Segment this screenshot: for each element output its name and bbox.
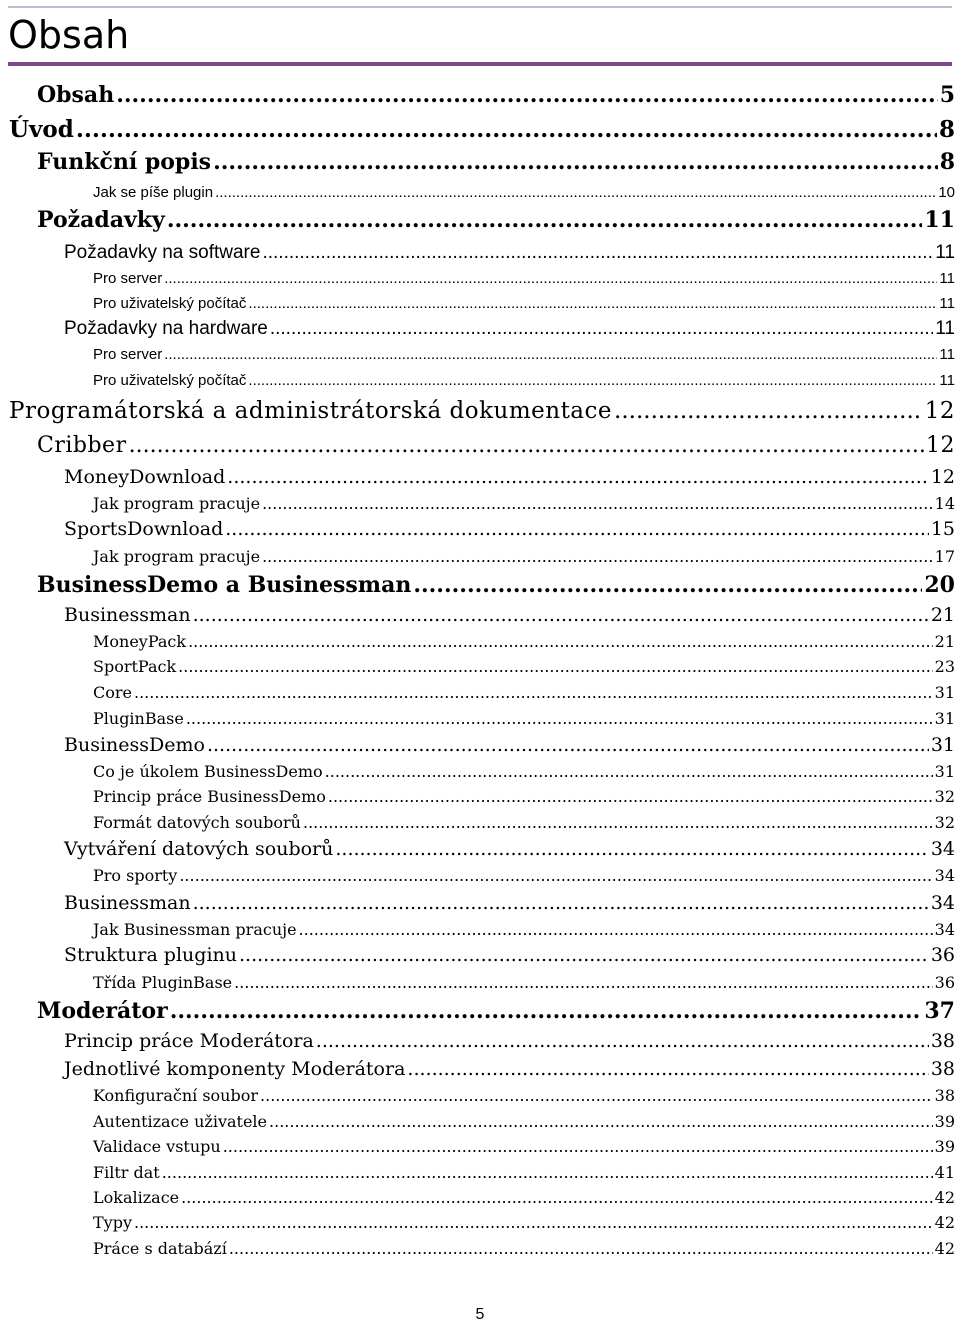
toc-entry[interactable] [64, 1058, 955, 1080]
toc-entry[interactable] [64, 1030, 955, 1052]
toc-entry-title: Autentizace uživatele [93, 1112, 268, 1131]
toc-leader [262, 547, 933, 566]
toc-entry[interactable] [9, 116, 955, 143]
toc-entry-page: 32 [934, 813, 955, 832]
toc-leader [270, 318, 933, 340]
toc-entry-title: Požadavky [37, 207, 165, 233]
toc-entry-title: Pro uživatelský počítač [93, 372, 247, 389]
toc-entry-title: Core [93, 683, 132, 702]
toc-leader [188, 632, 933, 651]
toc-entry[interactable] [37, 207, 955, 233]
toc-entry-title: Obsah [37, 82, 115, 108]
toc-entry[interactable] [93, 372, 955, 389]
toc-entry[interactable] [93, 1213, 955, 1232]
toc-leader [260, 1086, 933, 1105]
toc-leader [299, 920, 933, 939]
toc-leader [248, 295, 937, 312]
toc-entry-page: 31 [934, 683, 955, 702]
toc-leader [178, 657, 932, 676]
toc-entry[interactable] [93, 494, 955, 513]
toc-entry-page: 17 [934, 547, 955, 566]
toc-leader [134, 1213, 933, 1232]
toc-entry[interactable] [64, 734, 955, 756]
toc-entry-title: Princip práce Moderátora [64, 1030, 314, 1052]
toc-entry-page: 11 [935, 242, 955, 263]
toc-leader [223, 1137, 933, 1156]
toc-entry-title: Požadavky na software [64, 242, 261, 263]
toc-leader [215, 184, 936, 201]
toc-leader [134, 683, 933, 702]
toc-leader [162, 1163, 933, 1182]
toc-entry[interactable] [93, 787, 955, 806]
toc-entry[interactable] [93, 547, 955, 566]
toc-entry-page: 34 [930, 838, 955, 860]
toc-entry-page: 11 [939, 346, 955, 363]
toc-entry-page: 38 [930, 1030, 955, 1052]
toc-leader [239, 944, 929, 966]
toc-entry[interactable] [93, 709, 955, 728]
toc-entry[interactable] [93, 866, 955, 885]
toc-entry-title: Jednotlivé komponenty Moderátora [64, 1058, 406, 1080]
toc-leader [229, 1239, 933, 1258]
toc-leader [186, 709, 933, 728]
toc-entry-page: 42 [934, 1213, 955, 1232]
toc-entry[interactable] [93, 1239, 955, 1258]
toc-entry-page: 38 [930, 1058, 955, 1080]
toc-entry-title: Typy [93, 1213, 132, 1232]
toc-entry[interactable] [64, 604, 955, 626]
toc-entry-title: Cribber [37, 433, 127, 458]
toc-entry[interactable] [93, 295, 955, 312]
toc-entry-page: 10 [938, 184, 955, 201]
toc-entry-title: Jak program pracuje [93, 547, 261, 566]
toc-entry-title: Jak program pracuje [93, 494, 261, 513]
toc-entry-title: BusinessDemo a Businessman [37, 572, 412, 598]
toc-entry[interactable] [37, 998, 955, 1024]
toc-entry[interactable] [37, 433, 955, 458]
toc-entry-page: 11 [935, 318, 955, 339]
toc-entry-page: 37 [924, 998, 955, 1024]
toc-leader [269, 1112, 933, 1131]
toc-entry-page: 23 [934, 657, 955, 676]
toc-entry[interactable] [93, 1163, 955, 1182]
toc-leader [207, 734, 929, 756]
toc-leader [316, 1030, 929, 1052]
toc-leader [170, 998, 923, 1024]
toc-entry-page: 36 [930, 944, 955, 966]
toc-leader [328, 787, 933, 806]
page-number: 5 [475, 1306, 485, 1323]
toc-entry[interactable] [64, 518, 955, 540]
toc-entry[interactable] [93, 683, 955, 702]
toc-entry-title: PluginBase [93, 709, 184, 728]
toc-entry-title: Programátorská a administrátorská dokumentace [9, 398, 613, 424]
toc-entry-page: 31 [930, 734, 955, 756]
toc-entry[interactable] [64, 318, 955, 340]
toc-entry[interactable] [93, 270, 955, 287]
page-title: Obsah [8, 13, 130, 57]
toc-entry-title: Businessman [64, 892, 191, 914]
toc-entry-title: MoneyPack [93, 632, 187, 651]
toc-entry-page: 34 [934, 866, 955, 885]
toc-leader [262, 242, 933, 264]
toc-entry[interactable] [64, 242, 955, 264]
toc-entry-page: 34 [930, 892, 955, 914]
toc-entry-title: Funkční popis [37, 149, 212, 175]
toc-entry[interactable] [93, 1188, 955, 1207]
toc-entry-page: 5 [939, 82, 955, 108]
toc-entry-title: Formát datových souborů [93, 813, 301, 832]
toc-entry-page: 12 [930, 466, 955, 488]
toc-entry[interactable] [93, 1086, 955, 1105]
toc-entry-title: Lokalizace [93, 1188, 180, 1207]
toc-entry-title: Třída PluginBase [93, 973, 233, 992]
toc-entry[interactable] [37, 572, 955, 598]
toc-leader [407, 1058, 928, 1080]
toc-leader [213, 149, 938, 175]
toc-entry-title: Pro sporty [93, 866, 178, 885]
toc-entry-title: Jak se píše plugin [93, 184, 214, 201]
toc-entry-page: 39 [934, 1137, 955, 1156]
toc-leader [325, 762, 933, 781]
toc-entry-page: 42 [934, 1239, 955, 1258]
toc-entry[interactable] [93, 184, 955, 201]
toc-entry[interactable] [93, 973, 955, 992]
toc-entry[interactable] [93, 632, 955, 651]
toc-entry[interactable] [93, 813, 955, 832]
toc-leader [262, 494, 933, 513]
toc-entry-page: 15 [930, 518, 955, 540]
toc-entry-title: MoneyDownload [64, 466, 226, 488]
toc-entry-page: 8 [938, 116, 955, 143]
toc-entry[interactable] [93, 920, 955, 939]
toc-leader [248, 372, 937, 389]
toc-entry-page: 38 [934, 1086, 955, 1105]
toc-entry-title: Moderátor [37, 998, 168, 1024]
toc-entry[interactable] [64, 838, 955, 860]
toc-entry[interactable] [93, 762, 955, 781]
top-rule [8, 6, 952, 8]
toc-entry-page: 32 [934, 787, 955, 806]
toc-entry-page: 14 [934, 494, 955, 513]
toc-leader [167, 207, 923, 233]
toc-entry-title: Validace vstupu [93, 1137, 221, 1156]
toc-entry-page: 34 [934, 920, 955, 939]
toc-entry-title: SportsDownload [64, 518, 224, 540]
toc-leader [164, 270, 937, 287]
toc-leader [164, 346, 937, 363]
toc-entry-page: 11 [939, 270, 955, 287]
toc-leader [225, 518, 929, 540]
toc-entry-page: 21 [930, 604, 955, 626]
toc-leader [76, 116, 937, 143]
toc-entry-page: 31 [934, 762, 955, 781]
toc-entry-page: 12 [924, 398, 955, 424]
toc-entry[interactable] [37, 149, 955, 175]
toc-entry[interactable] [93, 1112, 955, 1131]
toc-leader [193, 892, 929, 914]
toc-entry-title: Jak Businessman pracuje [93, 920, 297, 939]
toc-leader [193, 604, 929, 626]
toc-entry-page: 36 [934, 973, 955, 992]
toc-leader [413, 572, 922, 598]
toc-entry-page: 12 [926, 433, 955, 458]
toc-leader [116, 82, 938, 108]
toc-entry-page: 20 [924, 572, 955, 598]
toc-entry[interactable] [93, 657, 955, 676]
toc-leader [179, 866, 932, 885]
toc-entry-title: SportPack [93, 657, 177, 676]
toc-leader [303, 813, 933, 832]
toc-entry-page: 31 [934, 709, 955, 728]
toc-entry-title: Co je úkolem BusinessDemo [93, 762, 323, 781]
toc-entry[interactable] [37, 82, 955, 108]
toc-leader [181, 1188, 933, 1207]
toc-entry[interactable] [64, 892, 955, 914]
toc-entry-page: 42 [934, 1188, 955, 1207]
toc-entry-title: Požadavky na hardware [64, 318, 268, 339]
toc-entry-page: 41 [934, 1163, 955, 1182]
title-underline [8, 62, 952, 66]
toc-entry-title: Vytváření datových souborů [64, 838, 334, 860]
toc-entry-title: Pro server [93, 346, 163, 363]
toc-entry[interactable] [9, 398, 955, 424]
toc-entry[interactable] [93, 346, 955, 363]
toc-entry[interactable] [93, 1137, 955, 1156]
toc-entry-title: Princip práce BusinessDemo [93, 787, 326, 806]
toc-leader [614, 398, 923, 424]
toc-leader [234, 973, 933, 992]
toc-entry-title: Pro uživatelský počítač [93, 295, 247, 312]
toc-entry-title: Úvod [9, 116, 74, 143]
toc-entry-title: Struktura pluginu [64, 944, 237, 966]
toc-leader [129, 433, 924, 458]
toc-leader [335, 838, 928, 860]
toc-entry-title: Businessman [64, 604, 191, 626]
toc-entry-page: 21 [934, 632, 955, 651]
toc-entry-page: 39 [934, 1112, 955, 1131]
toc-entry-page: 8 [939, 149, 955, 175]
toc-entry-title: BusinessDemo [64, 734, 205, 756]
toc-entry[interactable] [64, 466, 955, 488]
toc-entry-title: Konfigurační soubor [93, 1086, 259, 1105]
toc-entry-page: 11 [924, 207, 955, 233]
toc-entry-title: Práce s databází [93, 1239, 227, 1258]
toc-leader [227, 466, 929, 488]
toc-entry-page: 11 [939, 372, 955, 389]
toc-entry-title: Filtr dat [93, 1163, 160, 1182]
toc-entry-page: 11 [939, 295, 955, 312]
toc-entry-title: Pro server [93, 270, 163, 287]
toc-entry[interactable] [64, 944, 955, 966]
